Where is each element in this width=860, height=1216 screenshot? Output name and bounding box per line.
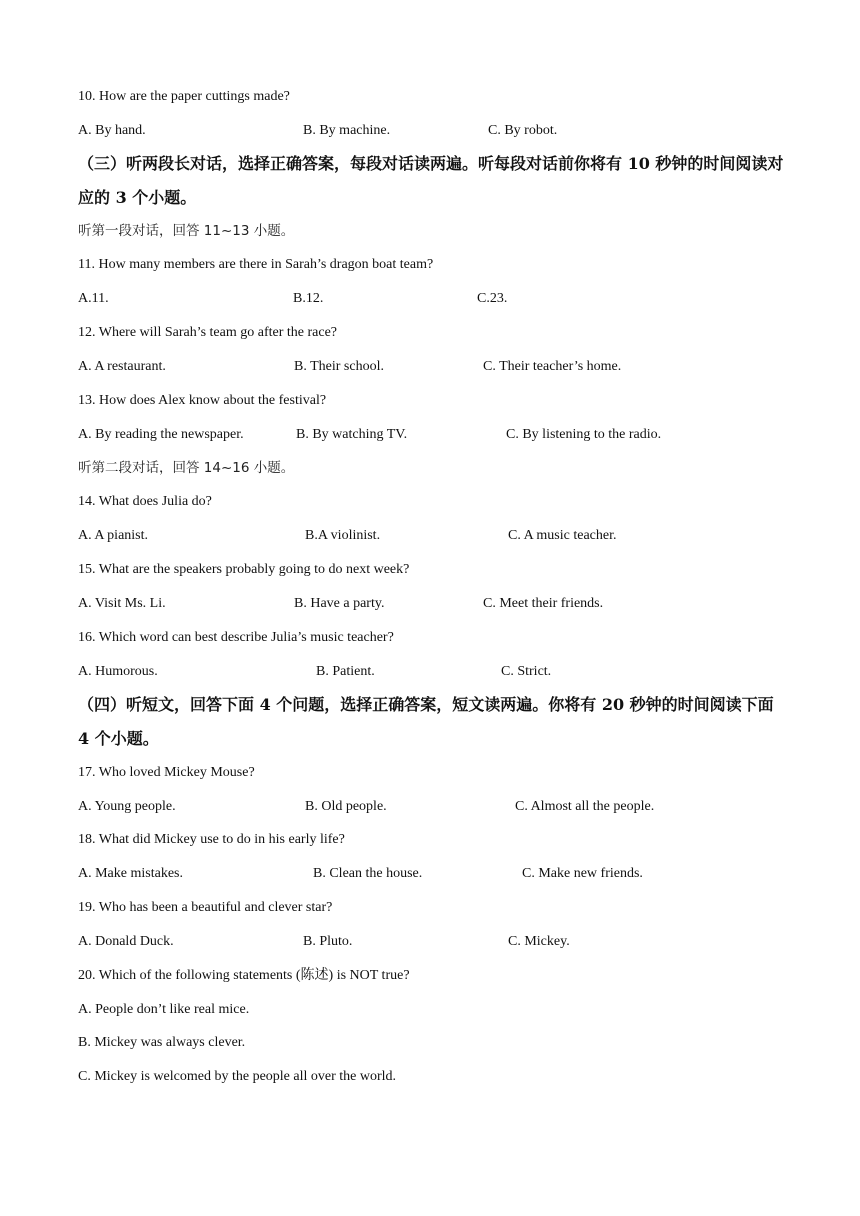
option-a: A. People don’t like real mice. [78, 1002, 250, 1017]
question-15: 15. What are the speakers probably going to do next week? [78, 562, 410, 577]
option-a: A. Donald Duck. [78, 934, 174, 949]
section-4-heading: （四）听短文，回答下面 4 个问题，选择正确答案，短文读两遍。你将有 20 秒钟的时间阅读下面 4 个小题。 [78, 695, 774, 748]
option-a: A. Make mistakes. [78, 866, 183, 881]
option-b: B. By machine. [303, 123, 391, 138]
option-c: C. A music teacher. [508, 528, 617, 543]
option-a: A. Humorous. [78, 664, 158, 679]
question-17: 17. Who loved Mickey Mouse? [78, 765, 255, 780]
option-c: C. By listening to the radio. [506, 427, 662, 442]
section-3-heading: （三）听两段长对话，选择正确答案，每段对话读两遍。听每段对话前你将有 10 秒钟的时间阅读对应的 3 个小题。 [78, 154, 784, 207]
option-a: A. By hand. [78, 123, 146, 138]
option-b: B. Pluto. [303, 934, 353, 949]
question-16: 16. Which word can best describe Julia’s music teacher? [78, 630, 394, 645]
dialog-1-intro: 听第一段对话，回答 11~13 小题。 [78, 223, 295, 239]
question-20: 20. Which of the following statements (陈述) is NOT true? [78, 968, 410, 983]
option-b: B. Patient. [316, 664, 375, 679]
option-c: C. Mickey. [508, 934, 570, 949]
option-b: B. Clean the house. [313, 866, 423, 881]
question-18: 18. What did Mickey use to do in his early life? [78, 832, 345, 847]
question-13: 13. How does Alex know about the festival? [78, 393, 327, 408]
question-19: 19. Who has been a beautiful and clever star? [78, 900, 333, 915]
option-b: B.12. [293, 291, 324, 306]
option-c: C. By robot. [488, 123, 558, 138]
option-b: B. Have a party. [294, 596, 385, 611]
option-b: B. Mickey was always clever. [78, 1035, 246, 1050]
option-c: C. Almost all the people. [515, 799, 655, 814]
option-c: C. Strict. [501, 664, 552, 679]
option-b: B. Their school. [294, 359, 384, 374]
option-c: C. Their teacher’s home. [483, 359, 622, 374]
option-c: C. Make new friends. [522, 866, 643, 881]
option-c: C. Meet their friends. [483, 596, 604, 611]
question-14: 14. What does Julia do? [78, 494, 212, 509]
option-c: C.23. [477, 291, 508, 306]
option-c: C. Mickey is welcomed by the people all over the world. [78, 1069, 397, 1084]
question-11: 11. How many members are there in Sarah’s dragon boat team? [78, 257, 434, 272]
option-b: B. By watching TV. [296, 427, 408, 442]
option-b: B.A violinist. [305, 528, 381, 543]
option-a: A. Visit Ms. Li. [78, 596, 166, 611]
dialog-2-intro: 听第二段对话，回答 14~16 小题。 [78, 460, 295, 476]
option-a: A. A pianist. [78, 528, 149, 543]
option-a: A. A restaurant. [78, 359, 166, 374]
option-a: A.11. [78, 291, 109, 306]
option-b: B. Old people. [305, 799, 387, 814]
question-10: 10. How are the paper cuttings made? [78, 89, 290, 104]
option-a: A. By reading the newspaper. [78, 427, 244, 442]
option-a: A. Young people. [78, 799, 176, 814]
question-12: 12. Where will Sarah’s team go after the race? [78, 325, 338, 340]
